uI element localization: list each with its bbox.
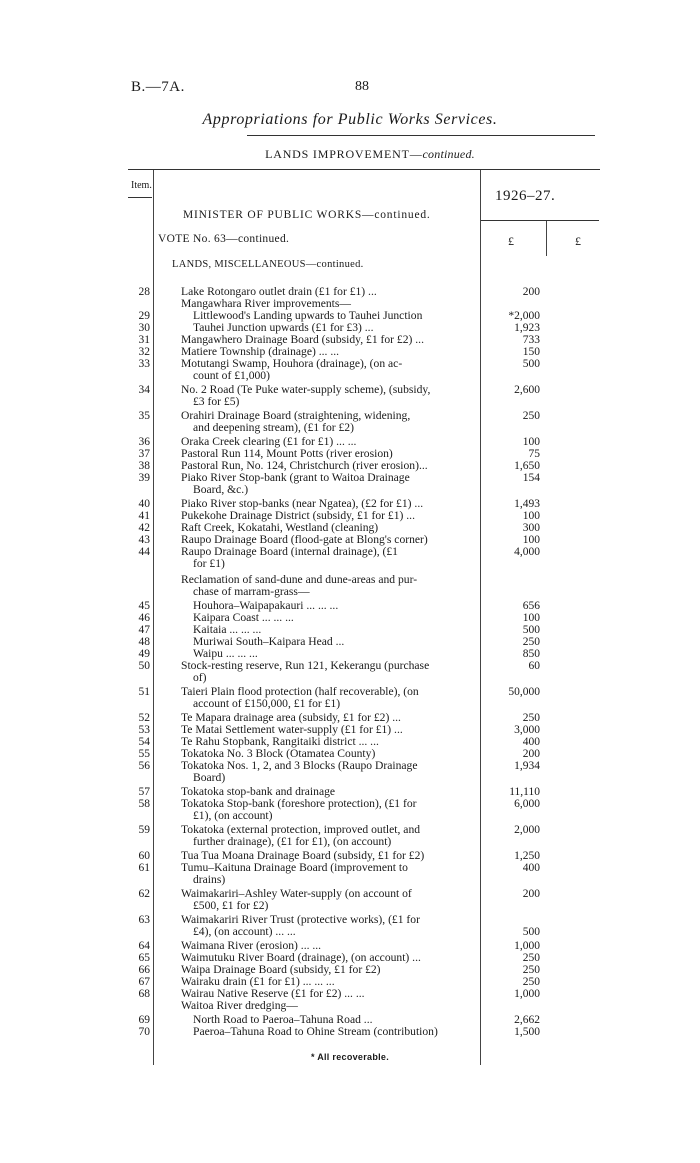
item-amount: 1,000 [514, 940, 540, 952]
description-line: Reclamation of sand-dune and dune-areas and pur- [181, 574, 418, 586]
description-line: Board) [193, 771, 226, 784]
description-line: Board, &c.) [193, 483, 249, 496]
item-description [181, 436, 477, 448]
item-amount: 250 [522, 952, 540, 964]
description-line: £1), (on account) [193, 809, 273, 822]
description-line: Tua Tua Moana Drainage Board (subsidy, £1 for £2) [181, 850, 425, 862]
item-description [193, 648, 477, 660]
item-amount: 100 [522, 534, 540, 546]
item-number: 43 [138, 534, 150, 546]
item-amount: 2,662 [514, 1014, 540, 1026]
item-amount: 850 [522, 648, 540, 660]
description-line: £4), (on account) ... ... [193, 925, 296, 938]
item-amount: 250 [522, 964, 540, 976]
item-description [181, 736, 477, 748]
item-number: 44 [138, 546, 150, 558]
item-number: 56 [138, 760, 150, 772]
item-number: 42 [138, 522, 150, 534]
item-number: 63 [138, 914, 150, 926]
item-column-divider [153, 170, 154, 1065]
item-amount: 75 [528, 448, 540, 460]
item-amount: 11,110 [509, 786, 540, 798]
description-line: count of £1,000) [193, 369, 270, 382]
item-description [181, 384, 477, 408]
item-description [181, 748, 477, 760]
item-amount: 500 [522, 926, 540, 938]
item-amount: 150 [522, 346, 540, 358]
description-line: Mangawhero Drainage Board (subsidy, £1 for £2) ... [181, 334, 424, 346]
item-number: 58 [138, 798, 150, 810]
vote-heading: VOTE No. 63—continued. [158, 233, 290, 245]
item-amount: 500 [522, 624, 540, 636]
description-line: Tokatoka Nos. 1, 2, and 3 Blocks (Raupo Drainage [181, 760, 418, 772]
item-description [181, 940, 477, 952]
item-description [181, 298, 477, 310]
item-number: 70 [138, 1026, 150, 1038]
item-number: 66 [138, 964, 150, 976]
item-description [181, 1000, 477, 1012]
item-description [181, 914, 477, 938]
item-amount: 100 [522, 612, 540, 624]
item-number: 36 [138, 436, 150, 448]
item-number: 61 [138, 862, 150, 874]
item-number: 68 [138, 988, 150, 1000]
description-line: Waimutuku River Board (drainage), (on account) ... [181, 952, 421, 964]
item-description [181, 724, 477, 736]
item-number: 53 [138, 724, 150, 736]
description-line: Raft Creek, Kokatahi, Westland (cleaning) [181, 522, 379, 534]
description-line: Mangawhara River improvements— [181, 298, 351, 310]
item-amount: 250 [522, 712, 540, 724]
item-amount: 250 [522, 976, 540, 988]
item-number: 41 [138, 510, 150, 522]
item-description [181, 686, 477, 710]
item-number: 34 [138, 384, 150, 396]
item-amount: 500 [522, 358, 540, 370]
item-number: 51 [138, 686, 150, 698]
item-description [181, 410, 477, 434]
item-number: 47 [138, 624, 150, 636]
item-amount: 6,000 [514, 798, 540, 810]
item-number: 57 [138, 786, 150, 798]
description-line: Kaitaia ... ... ... [193, 624, 262, 636]
item-description [181, 760, 477, 784]
description-line: Pukekohe Drainage District (subsidy, £1 for £1) ... [181, 510, 415, 522]
description-line: Waimakariri–Ashley Water-supply (on account of [181, 888, 412, 900]
currency-symbol: £ [508, 234, 514, 248]
minister-heading: MINISTER OF PUBLIC WORKS—continued. [183, 209, 431, 221]
description-line: Raupo Drainage Board (flood-gate at Blong's corner) [181, 534, 428, 546]
description-line: Taieri Plain flood protection (half recoverable), (on [181, 686, 419, 698]
item-number: 40 [138, 498, 150, 510]
item-number: 65 [138, 952, 150, 964]
item-amount: 1,934 [514, 760, 540, 772]
title-rule [247, 135, 595, 136]
item-description [181, 976, 477, 988]
description-line: further drainage), (£1 for £1), (on account) [193, 835, 392, 848]
item-number: 60 [138, 850, 150, 862]
item-amount: 100 [522, 436, 540, 448]
item-amount: 200 [522, 888, 540, 900]
item-description [181, 510, 477, 522]
item-amount: 3,000 [514, 724, 540, 736]
description-line: Houhora–Waipapakauri ... ... ... [193, 600, 339, 612]
description-line: drains) [193, 873, 226, 886]
item-number: 50 [138, 660, 150, 672]
description-line: Raupo Drainage Board (internal drainage), (£1 [181, 546, 398, 558]
item-description [193, 624, 477, 636]
item-amount: 200 [522, 748, 540, 760]
description-line: for £1) [193, 557, 225, 570]
item-description [181, 862, 477, 886]
item-description [193, 1014, 477, 1026]
item-amount: 656 [522, 600, 540, 612]
item-description [181, 988, 477, 1000]
item-header-rule [128, 197, 152, 198]
page-number: 88 [355, 79, 369, 94]
item-amount: 50,000 [508, 686, 540, 698]
description-line: Te Mapara drainage area (subsidy, £1 for £2) ... [181, 712, 401, 724]
item-number: 33 [138, 358, 150, 370]
description-line: Wairau Native Reserve (£1 for £2) ... ... [181, 988, 365, 1000]
description-line: Tokatoka (external protection, improved outlet, and [181, 824, 421, 836]
item-number: 29 [138, 310, 150, 322]
item-amount: 60 [528, 660, 540, 672]
description-line: Lake Rotongaro outlet drain (£1 for £1) ... [181, 286, 377, 298]
description-line: Piako River Stop-bank (grant to Waitoa Drainage [181, 472, 410, 484]
item-description [181, 952, 477, 964]
description-line: Paeroa–Tahuna Road to Ohine Stream (contribution) [193, 1026, 438, 1038]
item-description [181, 448, 477, 460]
description-line: Waipu ... ... ... [193, 648, 258, 660]
item-number: 35 [138, 410, 150, 422]
item-description [181, 472, 477, 496]
description-line: chase of marram-grass— [193, 585, 310, 598]
item-description [181, 546, 477, 570]
description-line: No. 2 Road (Te Puke water-supply scheme), (subsidy, [181, 384, 431, 396]
item-number: 39 [138, 472, 150, 484]
description-line: Littlewood's Landing upwards to Tauhei Junction [193, 310, 423, 322]
item-number: 62 [138, 888, 150, 900]
item-amount: 1,923 [514, 322, 540, 334]
description-line: Pastoral Run, No. 124, Christchurch (river erosion)... [181, 460, 428, 472]
item-number: 32 [138, 346, 150, 358]
item-description [181, 888, 477, 912]
item-number: 48 [138, 636, 150, 648]
item-description [181, 460, 477, 472]
item-description [193, 612, 477, 624]
item-description [193, 310, 477, 322]
item-amount: 1,650 [514, 460, 540, 472]
description-line: of) [193, 671, 207, 684]
item-amount: 733 [522, 334, 540, 346]
item-amount: *2,000 [508, 310, 540, 322]
item-number: 55 [138, 748, 150, 760]
description-line: Matiere Township (drainage) ... ... [181, 346, 340, 358]
item-amount: 1,250 [514, 850, 540, 862]
item-number: 46 [138, 612, 150, 624]
item-amount: 100 [522, 510, 540, 522]
item-description [181, 286, 477, 298]
item-number: 45 [138, 600, 150, 612]
item-description [181, 660, 477, 684]
item-amount: 1,000 [514, 988, 540, 1000]
description-line: Tauhei Junction upwards (£1 for £3) ... [193, 322, 374, 334]
description-line: Kaipara Coast ... ... ... [193, 612, 294, 624]
item-description [181, 346, 477, 358]
item-amount: 154 [522, 472, 540, 484]
description-line: Tokatoka stop-bank and drainage [181, 786, 336, 798]
description-line: Waitoa River dredging— [181, 1000, 298, 1012]
item-description [181, 498, 477, 510]
section-subtitle: LANDS IMPROVEMENT—continued. [265, 147, 475, 161]
item-description [193, 322, 477, 334]
description-line: Pastoral Run 114, Mount Potts (river erosion) [181, 448, 393, 460]
item-description [181, 334, 477, 346]
description-line: Tokatoka Stop-bank (foreshore protection), (£1 for [181, 798, 417, 810]
second-amount-divider [546, 221, 547, 256]
section-heading: LANDS, MISCELLANEOUS—continued. [172, 259, 364, 270]
document-reference: B.—7A. [131, 79, 185, 95]
item-number: 31 [138, 334, 150, 346]
item-number: 59 [138, 824, 150, 836]
item-number: 28 [138, 286, 150, 298]
description-line: Te Matai Settlement water-supply (£1 for £1) ... [181, 724, 403, 736]
item-description [181, 850, 477, 862]
description-line: £3 for £5) [193, 395, 240, 408]
item-amount: 200 [522, 286, 540, 298]
description-line: Orahiri Drainage Board (straightening, widening, [181, 410, 411, 422]
item-number: 30 [138, 322, 150, 334]
item-number: 67 [138, 976, 150, 988]
item-amount: 2,600 [514, 384, 540, 396]
item-amount: 1,493 [514, 498, 540, 510]
item-description [181, 574, 477, 598]
item-amount: 4,000 [514, 546, 540, 558]
item-amount: 1,500 [514, 1026, 540, 1038]
item-amount: 250 [522, 636, 540, 648]
description-line: Piako River stop-banks (near Ngatea), (£2 for £1) ... [181, 498, 424, 510]
item-description [181, 964, 477, 976]
item-amount: 400 [522, 736, 540, 748]
description-line: Stock-resting reserve, Run 121, Kekerangu (purchase [181, 660, 430, 672]
description-line: Muriwai South–Kaipara Head ... [193, 636, 345, 648]
item-number: 37 [138, 448, 150, 460]
year-column-header: 1926–27. [495, 188, 556, 204]
description-line: Waipa Drainage Board (subsidy, £1 for £2) [181, 964, 381, 976]
footnote: * All recoverable. [310, 1052, 390, 1062]
item-amount: 250 [522, 410, 540, 422]
item-number: 69 [138, 1014, 150, 1026]
item-amount: 300 [522, 522, 540, 534]
description-line: £500, £1 for £2) [193, 899, 269, 912]
item-description [193, 636, 477, 648]
item-number: 52 [138, 712, 150, 724]
item-amount: 2,000 [514, 824, 540, 836]
description-line: account of £150,000, £1 for £1) [193, 697, 341, 710]
item-description [181, 522, 477, 534]
year-header-rule [481, 220, 599, 221]
table-top-rule [128, 169, 600, 170]
description-line: Oraka Creek clearing (£1 for £1) ... ... [181, 436, 357, 448]
item-description [181, 798, 477, 822]
item-description [193, 600, 477, 612]
currency-symbol: £ [575, 234, 581, 248]
page-title: Appropriations for Public Works Services. [202, 111, 498, 128]
description-line: and deepening stream), (£1 for £2) [193, 421, 354, 434]
description-line: Waimana River (erosion) ... ... [181, 940, 322, 952]
description-line: Waimakariri River Trust (protective works), (£1 for [181, 914, 420, 926]
item-description [181, 786, 477, 798]
item-number: 49 [138, 648, 150, 660]
description-line: Tumu–Kaituna Drainage Board (improvement to [181, 862, 408, 874]
description-line: Te Rahu Stopbank, Rangitaiki district ... ... [181, 736, 379, 748]
item-number: 64 [138, 940, 150, 952]
item-number: 38 [138, 460, 150, 472]
item-amount: 400 [522, 862, 540, 874]
item-number: 54 [138, 736, 150, 748]
item-description [193, 1026, 477, 1038]
description-line: Motutangi Swamp, Houhora (drainage), (on ac- [181, 358, 403, 370]
item-description [181, 534, 477, 546]
description-line: North Road to Paeroa–Tahuna Road ... [193, 1014, 373, 1026]
item-description [181, 712, 477, 724]
description-line: Tokatoka No. 3 Block (Otamatea County) [181, 748, 376, 760]
item-description [181, 358, 477, 382]
item-column-header: Item. [131, 180, 152, 191]
item-description [181, 824, 477, 848]
description-line: Wairaku drain (£1 for £1) ... ... ... [181, 976, 335, 988]
